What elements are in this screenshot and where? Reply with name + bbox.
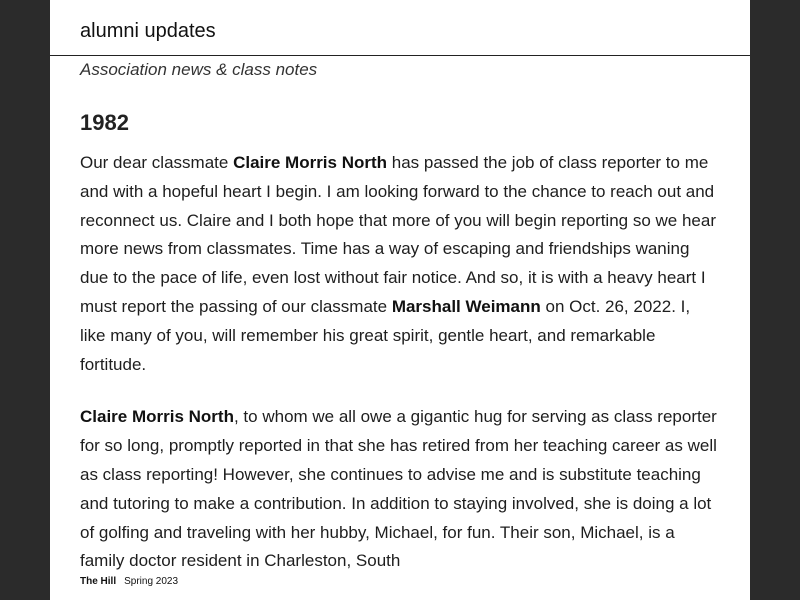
text-run: has passed the job of class reporter to me and with a hopeful heart I begin. I am looking forward to the chance to reach out and reconnect us. Claire and I both hope that more of you will begin reporting so we hear more news from classmates. Time has a way of escaping and friendships waning due to the pace of life, even lost without fair notice. And so, it is with a heavy heart I must report the passing of our classmate	[80, 153, 716, 316]
publication-name: The Hill	[80, 576, 117, 587]
classmate-name: Claire Morris North	[80, 407, 234, 427]
classmate-name: Claire Morris North	[233, 153, 388, 172]
class-note-paragraph-1	[50, 149, 750, 379]
page	[50, 0, 750, 600]
site-title: alumni updates	[80, 20, 216, 42]
text-run: , to whom we all owe a gigantic hug for serving as class reporter for so long, promptly reported in that she has retired from her teaching career as well as class reporting! However, she continues to advise me and is substitute teaching and tutoring to make a contribution. In addition to staying involved, she is doing a lot of golfing and traveling with her hubby, Michael, for fun. Their son, Michael, is a family doctor resident in Charleston, South	[80, 407, 717, 571]
text-run: on Oct. 26, 2022. I, like many of you, will remember his great spirit, gentle heart, and remarkable fortitude.	[80, 296, 691, 374]
section-subtitle: Association news & class notes	[80, 60, 318, 79]
classmate-name: Marshall Weimann	[391, 296, 541, 316]
header	[50, 0, 750, 56]
class-year-heading: 1982	[80, 110, 129, 135]
class-note-paragraph-2	[50, 403, 750, 576]
issue-date: Spring 2023	[124, 576, 179, 587]
text-run: Our dear classmate	[80, 153, 234, 172]
page-footer	[80, 575, 178, 588]
